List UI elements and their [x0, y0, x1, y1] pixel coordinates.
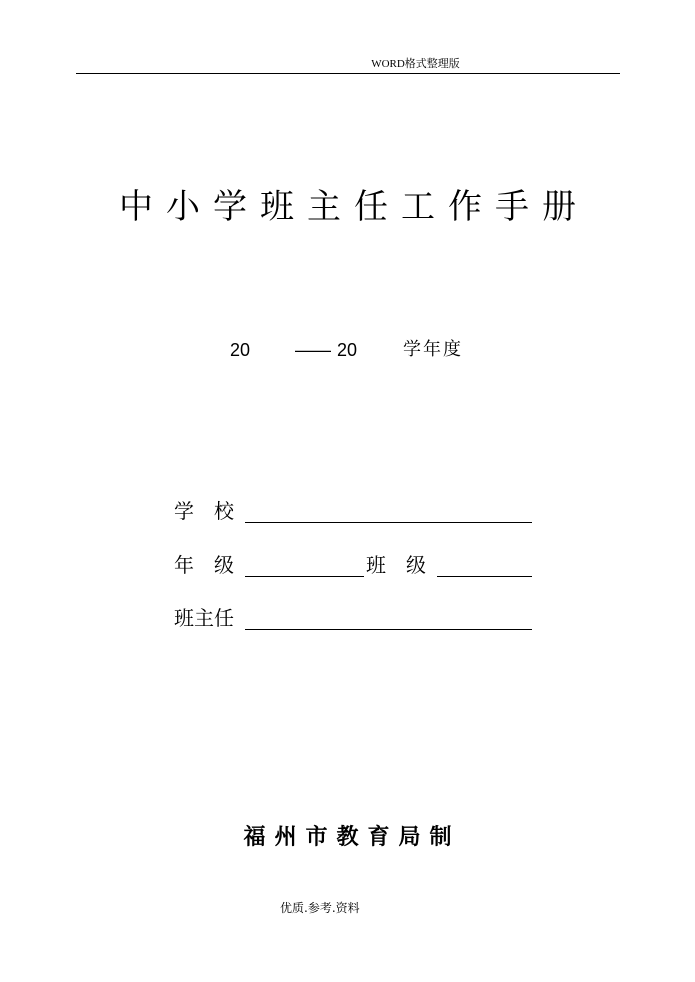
school-label: 学 校: [174, 499, 234, 523]
academic-year-start: 20: [230, 340, 251, 360]
head-teacher-input-line[interactable]: [245, 629, 532, 630]
class-input-line[interactable]: [437, 576, 532, 577]
academic-year-dash: ——: [295, 340, 331, 360]
grade-label: 年 级: [174, 553, 234, 577]
issuer-text: 福州市教育局制: [243, 825, 461, 850]
document-title: 中小学班主任工作手册: [119, 187, 589, 227]
head-teacher-label: 班主任: [174, 606, 234, 630]
page-footer-text: 优质.参考.资料: [280, 901, 360, 915]
academic-year-end: 20: [337, 340, 358, 360]
academic-year-suffix: 学年度: [403, 339, 463, 360]
header-divider: [76, 73, 620, 74]
class-label: 班 级: [366, 553, 426, 577]
grade-input-line[interactable]: [245, 576, 364, 577]
page-header-text: WORD格式整理版: [371, 58, 460, 70]
school-input-line[interactable]: [245, 522, 532, 523]
